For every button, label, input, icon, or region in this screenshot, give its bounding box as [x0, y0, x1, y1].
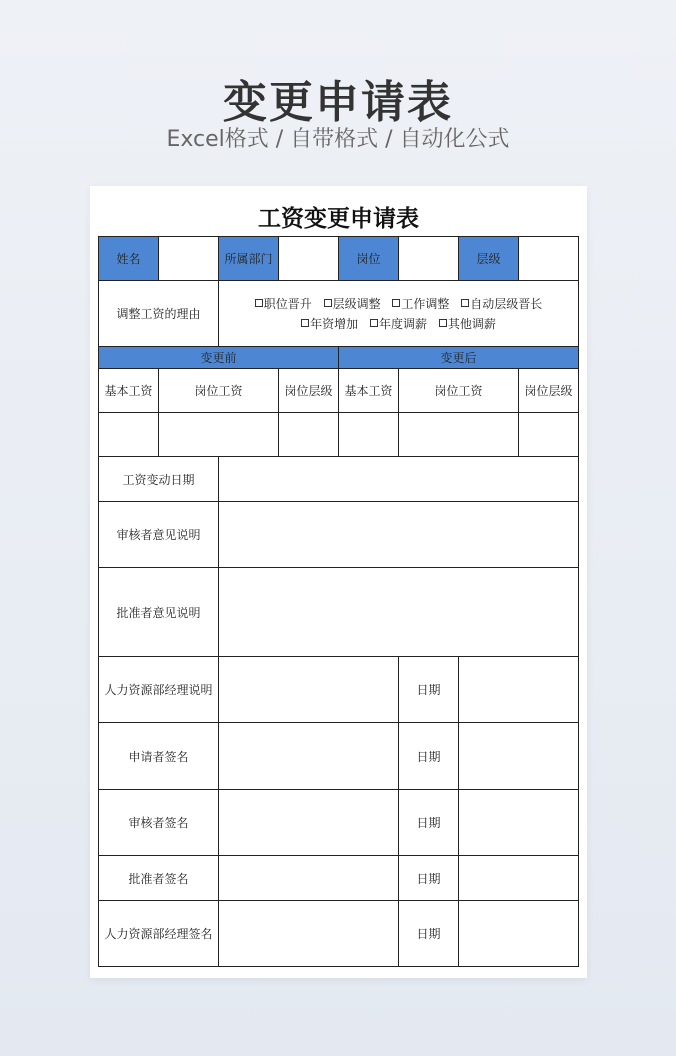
approver-signature-field[interactable]: [219, 856, 399, 901]
checkbox-icon: [324, 299, 332, 307]
approver-signature-label: 批准者签名: [99, 856, 219, 901]
approver-opinion-label: 批准者意见说明: [99, 568, 219, 657]
before-base-salary-label: 基本工资: [99, 369, 159, 413]
after-position-salary-field[interactable]: [399, 413, 519, 457]
change-date-label: 工资变动日期: [99, 457, 219, 502]
checkbox-icon: [392, 299, 400, 307]
after-label: 变更后: [339, 347, 579, 369]
signature-row: [99, 901, 579, 967]
date-label: 日期: [399, 856, 459, 901]
reviewer-opinion-row: [99, 502, 579, 568]
hr-manager-note-field[interactable]: [219, 657, 399, 723]
reason-option[interactable]: 层级调整: [324, 294, 381, 314]
before-position-salary-field[interactable]: [159, 413, 279, 457]
after-base-salary-field[interactable]: [339, 413, 399, 457]
reason-option[interactable]: 年度调薪: [370, 314, 427, 334]
salary-values-row: [99, 413, 579, 457]
position-label: 岗位: [339, 237, 399, 281]
reason-option[interactable]: 工作调整: [392, 294, 449, 314]
reviewer-opinion-field[interactable]: [219, 502, 579, 568]
date-label: 日期: [399, 790, 459, 856]
before-position-salary-label: 岗位工资: [159, 369, 279, 413]
date-field[interactable]: [459, 790, 579, 856]
reviewer-opinion-label: 审核者意见说明: [99, 502, 219, 568]
hr-manager-signature-label: 人力资源部经理签名: [99, 901, 219, 967]
reason-option[interactable]: 职位晋升: [255, 294, 312, 314]
reason-option[interactable]: 其他调薪: [439, 314, 496, 334]
level-field[interactable]: [519, 237, 579, 281]
after-base-salary-label: 基本工资: [339, 369, 399, 413]
header-row: [99, 237, 579, 281]
date-label: 日期: [399, 723, 459, 790]
checkbox-icon: [439, 319, 447, 327]
form-title: 工资变更申请表: [258, 206, 419, 232]
checkbox-icon: [461, 299, 469, 307]
signature-row: [99, 723, 579, 790]
applicant-signature-field[interactable]: [219, 723, 399, 790]
before-after-band: [99, 347, 579, 369]
hr-manager-note-label: 人力资源部经理说明: [99, 657, 219, 723]
applicant-signature-label: 申请者签名: [99, 723, 219, 790]
date-label: 日期: [399, 901, 459, 967]
reviewer-signature-field[interactable]: [219, 790, 399, 856]
checkbox-icon: [370, 319, 378, 327]
checkbox-icon: [301, 319, 309, 327]
reason-option[interactable]: 自动层级晋长: [461, 294, 542, 314]
date-field[interactable]: [459, 657, 579, 723]
approver-opinion-row: [99, 568, 579, 657]
page-subtitle: Excel格式 / 自带格式 / 自动化公式: [166, 127, 510, 152]
after-position-level-field[interactable]: [519, 413, 579, 457]
signature-row: [99, 790, 579, 856]
before-base-salary-field[interactable]: [99, 413, 159, 457]
date-label: 日期: [399, 657, 459, 723]
before-label: 变更前: [99, 347, 339, 369]
reviewer-signature-label: 审核者签名: [99, 790, 219, 856]
reason-option[interactable]: 年资增加: [301, 314, 358, 334]
form-sheet: [90, 186, 587, 978]
reason-label: 调整工资的理由: [99, 281, 219, 347]
hr-manager-signature-field[interactable]: [219, 901, 399, 967]
name-field[interactable]: [159, 237, 219, 281]
date-field[interactable]: [459, 901, 579, 967]
department-field[interactable]: [279, 237, 339, 281]
date-field[interactable]: [459, 723, 579, 790]
signature-row: [99, 856, 579, 901]
before-position-level-label: 岗位层级: [279, 369, 339, 413]
after-position-level-label: 岗位层级: [519, 369, 579, 413]
signature-row: [99, 657, 579, 723]
page-title: 变更申请表: [223, 77, 453, 128]
reason-options: [219, 281, 579, 347]
salary-column-headers: [99, 369, 579, 413]
before-position-level-field[interactable]: [279, 413, 339, 457]
date-field[interactable]: [459, 856, 579, 901]
name-label: 姓名: [99, 237, 159, 281]
checkbox-icon: [255, 299, 263, 307]
change-date-row: [99, 457, 579, 502]
salary-change-form: [98, 236, 579, 967]
reason-row: [99, 281, 579, 347]
level-label: 层级: [459, 237, 519, 281]
department-label: 所属部门: [219, 237, 279, 281]
after-position-salary-label: 岗位工资: [399, 369, 519, 413]
change-date-field[interactable]: [219, 457, 579, 502]
position-field[interactable]: [399, 237, 459, 281]
approver-opinion-field[interactable]: [219, 568, 579, 657]
